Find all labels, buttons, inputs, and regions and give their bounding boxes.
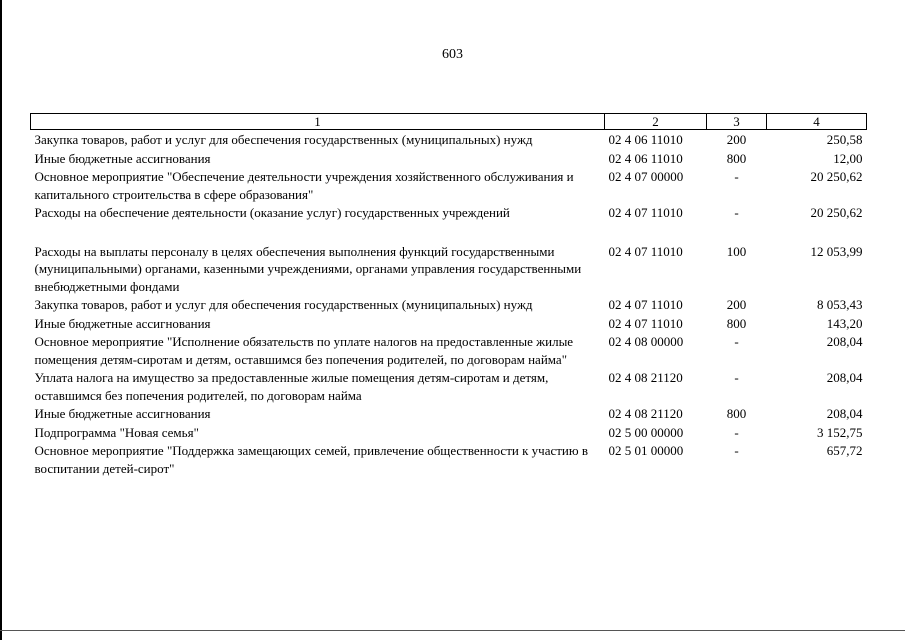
row-code: 02 4 08 00000: [608, 334, 684, 349]
row-name: Основное мероприятие "Поддержка замещающих семей, привлечение общественности к участию в воспитании детей-сирот": [34, 443, 588, 476]
table-row: [31, 203, 867, 242]
row-amount: 3 152,75: [817, 424, 863, 440]
table-row: [31, 368, 867, 404]
row-type: -: [734, 424, 739, 440]
row-amount: 657,72: [826, 443, 863, 458]
row-name: Основное мероприятие "Обеспечение деятельности учреждения хозяйственного обслуживания и капитального строительства в сфере образования": [34, 169, 574, 202]
row-name: Иные бюджетные ассигнования: [34, 150, 211, 166]
row-amount: 208,04: [826, 370, 863, 385]
row-name: Закупка товаров, работ и услуг для обеспечения государственных (муниципальных) нужд: [34, 132, 533, 147]
row-code: 02 4 07 11010: [608, 243, 683, 259]
row-amount: 12 053,99: [810, 243, 863, 259]
scan-bottom-edge: [0, 630, 905, 631]
row-amount: 208,04: [826, 406, 863, 421]
row-amount: 143,20: [826, 315, 863, 331]
row-code: 02 4 07 11010: [608, 315, 683, 331]
row-type: 800: [726, 150, 747, 166]
table-row: [31, 130, 867, 149]
row-name: Закупка товаров, работ и услуг для обеспечения государственных (муниципальных) нужд: [34, 297, 533, 312]
row-code: 02 4 06 11010: [608, 132, 683, 147]
row-amount: 208,04: [826, 334, 863, 349]
row-name: Иные бюджетные ассигнования: [34, 406, 211, 421]
row-code: 02 5 01 00000: [608, 443, 684, 458]
row-type: -: [734, 169, 739, 184]
row-type: 200: [726, 132, 747, 147]
row-name: Иные бюджетные ассигнования: [34, 315, 211, 331]
header-col-code: 2: [605, 114, 707, 130]
row-type: -: [734, 370, 739, 385]
row-type: -: [734, 334, 739, 349]
row-code: 02 4 06 11010: [608, 150, 683, 166]
budget-table: [30, 113, 867, 477]
header-row: [31, 114, 867, 130]
row-amount: 20 250,62: [810, 205, 863, 220]
row-name: Подпрограмма "Новая семья": [34, 424, 199, 440]
row-name: Расходы на выплаты персоналу в целях обеспечения выполнения функций государственными (муниципальными) органами, казенными учреждениями, органами управления государственными внебюджетными фондами: [34, 243, 582, 294]
row-code: 02 4 07 00000: [608, 169, 684, 184]
row-type: -: [734, 205, 739, 220]
table-row: [31, 167, 867, 203]
row-type: 200: [726, 297, 747, 312]
table-row: [31, 423, 867, 442]
row-name: Основное мероприятие "Исполнение обязательств по уплате налогов на предоставленные жилые помещения детям-сиротам и детям, оставшимся без попечения родителей, по договорам найма": [34, 334, 574, 367]
page-number: 603: [442, 47, 463, 62]
row-code: 02 5 00 00000: [608, 424, 684, 440]
row-type: 800: [726, 315, 747, 331]
row-amount: 12,00: [833, 150, 863, 166]
header-col-amount: 4: [767, 114, 867, 130]
table-row: [31, 295, 867, 314]
row-type: 800: [726, 406, 747, 421]
row-amount: 20 250,62: [810, 169, 863, 184]
scan-left-edge: [0, 0, 2, 640]
table-row: [31, 242, 867, 296]
table-row: [31, 332, 867, 368]
row-type: 100: [726, 243, 747, 259]
row-name: Расходы на обеспечение деятельности (оказание услуг) государственных учреждений: [34, 205, 510, 220]
row-code: 02 4 08 21120: [608, 406, 683, 421]
row-code: 02 4 07 11010: [608, 205, 683, 220]
row-type: -: [734, 443, 739, 458]
row-code: 02 4 08 21120: [608, 370, 683, 385]
row-amount: 250,58: [826, 132, 863, 147]
table-row: [31, 314, 867, 333]
table-row: [31, 149, 867, 168]
table-row: [31, 441, 867, 477]
header-col-type: 3: [707, 114, 767, 130]
row-name: Уплата налога на имущество за предоставленные жилые помещения детям-сиротам и детям, оставшимся без попечения родителей, по договорам найма: [34, 370, 549, 403]
row-code: 02 4 07 11010: [608, 297, 683, 312]
table-row: [31, 404, 867, 423]
header-col-name: 1: [31, 114, 605, 130]
row-amount: 8 053,43: [817, 297, 863, 312]
